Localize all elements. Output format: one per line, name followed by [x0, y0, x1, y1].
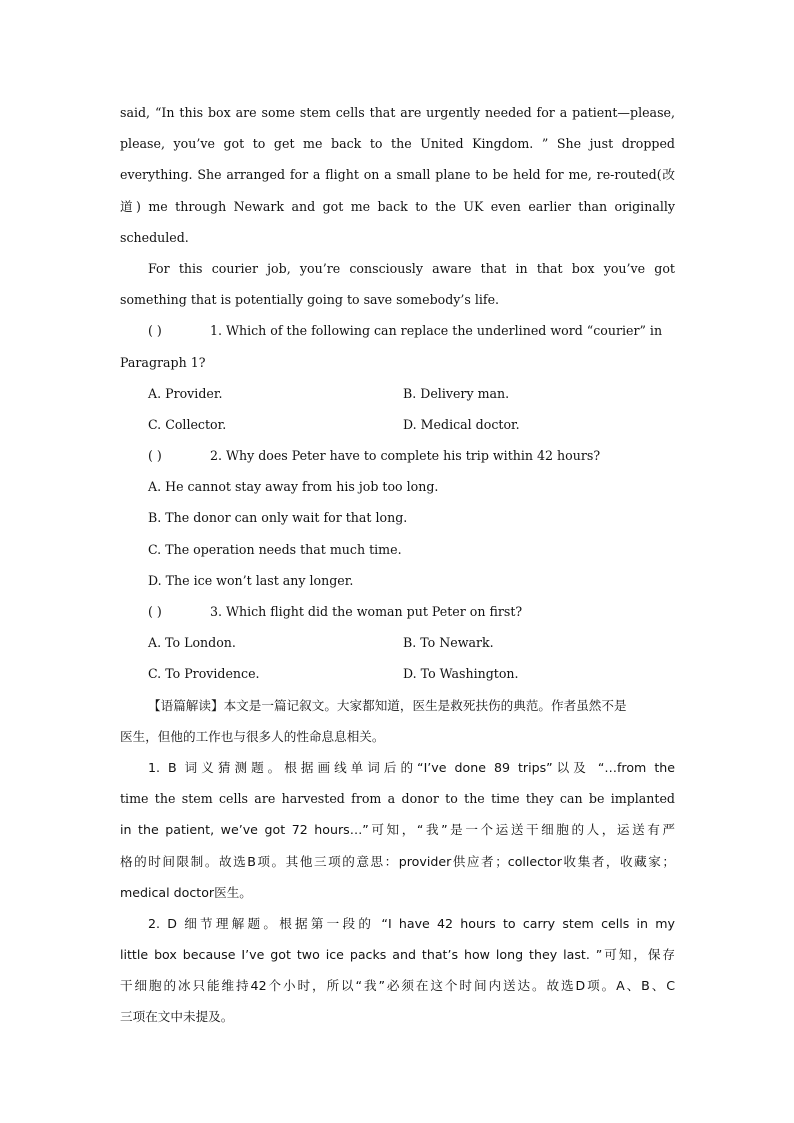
question-text: 1. Which of the following can replace the underlined word “courier” in: [210, 323, 663, 339]
question-3-stem: [120, 596, 675, 627]
option-a: A. Provider.: [148, 385, 223, 401]
analysis-intro: 医生，但他的工作也与很多人的性命息息相关。: [120, 728, 385, 744]
option-c: C. To Providence.: [148, 666, 260, 682]
answer-1-explanation: time the stem cells are harvested from a donor to the time they can be implanted: [120, 791, 675, 807]
answer-bracket[interactable]: ( ): [148, 323, 162, 339]
passage-line: scheduled.: [120, 229, 189, 245]
option-c: C. Collector.: [148, 416, 227, 432]
option-b: B. Delivery man.: [403, 385, 510, 401]
passage-line: please, you’ve got to get me back to the United Kingdom. ” She just dropped: [120, 136, 675, 152]
answer-1-explanation: 1. B 词义猜测题。根据画线单词后的“I’ve done 89 trips”以及 “…from the: [148, 759, 675, 775]
option-d: D. Medical doctor.: [403, 416, 520, 432]
option-b: B. The donor can only wait for that long.: [148, 510, 408, 526]
passage-line: 道) me through Newark and got me back to the UK even earlier than originally: [120, 198, 675, 214]
passage-line: something that is potentially going to save somebody’s life.: [120, 292, 500, 308]
option-d: D. To Washington.: [403, 666, 519, 682]
answer-bracket[interactable]: ( ): [148, 604, 162, 619]
answer-2-explanation: little box because I’ve got two ice packs and that’s how long they last. ”可知，保存: [120, 947, 675, 963]
option-b: B. To Newark.: [403, 635, 494, 651]
page-content: [120, 97, 675, 1033]
question-2-stem: [120, 440, 675, 471]
passage-line: everything. She arranged for a flight on a small plane to be held for me, re-routed(改: [120, 167, 675, 183]
option-d: D. The ice won’t last any longer.: [148, 572, 354, 588]
option-a: A. He cannot stay away from his job too long.: [148, 479, 439, 495]
question-1-stem: [120, 315, 675, 346]
options-row: [120, 658, 675, 689]
answer-1-explanation: in the patient, we’ve got 72 hours…”可知，“我”是一个运送干细胞的人，运送有严: [120, 822, 675, 838]
option-c: C. The operation needs that much time.: [148, 541, 402, 557]
question-text: 3. Which flight did the woman put Peter on first?: [210, 604, 523, 619]
analysis-intro: 【语篇解读】本文是一篇记叙文。大家都知道，医生是救死扶伤的典范。作者虽然不是: [148, 697, 627, 713]
option-a: A. To London.: [148, 635, 236, 651]
passage-line: said, “In this box are some stem cells that are urgently needed for a patient—please,: [120, 105, 675, 120]
options-row: [120, 378, 675, 409]
answer-bracket[interactable]: ( ): [148, 448, 162, 464]
options-row: [120, 627, 675, 658]
options-row: [120, 409, 675, 440]
passage-line: For this courier job, you’re consciously aware that in that box you’ve got: [148, 260, 675, 276]
answer-2-explanation: 三项在文中未提及。: [120, 1009, 234, 1025]
question-text: 2. Why does Peter have to complete his trip within 42 hours?: [210, 448, 601, 464]
answer-1-explanation: medical doctor医生。: [120, 884, 252, 900]
answer-2-explanation: 2. D 细节理解题。根据第一段的 “I have 42 hours to carry stem cells in my: [148, 915, 675, 931]
answer-2-explanation: 干细胞的冰只能维持42个小时，所以“我”必须在这个时间内送达。故选D项。A、B、C: [120, 978, 675, 994]
question-1-stem-cont: Paragraph 1?: [120, 354, 206, 370]
answer-1-explanation: 格的时间限制。故选B项。其他三项的意思：provider供应者；collector收集者，收藏家；: [120, 853, 675, 869]
